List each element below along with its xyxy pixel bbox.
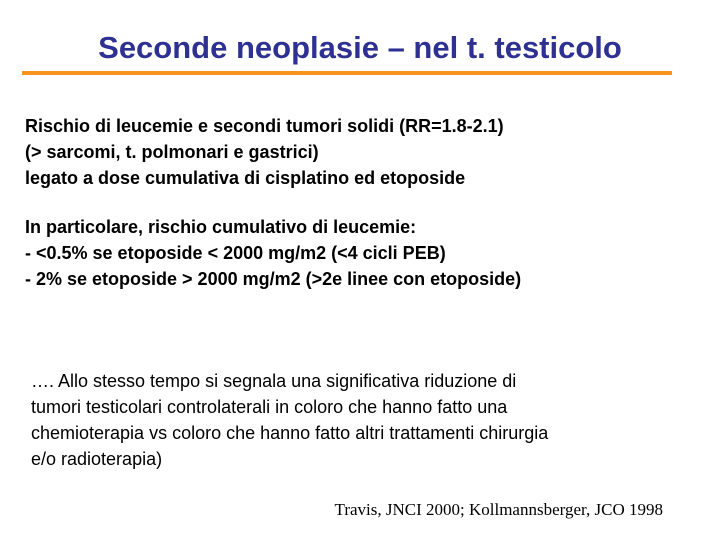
risk-line-3: legato a dose cumulativa di cisplatino ed etoposide — [25, 168, 466, 188]
note-line-2: tumori testicolari controlaterali in coloro che hanno fatto una — [31, 397, 508, 417]
title-underline — [22, 71, 672, 75]
leukemia-risk-block — [25, 214, 521, 292]
risk-line-2: (> sarcomi, t. polmonari e gastrici) — [25, 142, 319, 162]
leukemia-line-1: In particolare, rischio cumulativo di leucemie: — [25, 217, 417, 237]
slide-title: Seconde neoplasie – nel t. testicolo — [98, 30, 622, 65]
leukemia-line-3: - 2% se etoposide > 2000 mg/m2 (>2e linee con etoposide) — [25, 269, 522, 289]
leukemia-line-2: - <0.5% se etoposide < 2000 mg/m2 (<4 cicli PEB) — [25, 243, 446, 263]
note-line-3: chemioterapia vs coloro che hanno fatto altri trattamenti chirurgia — [31, 423, 549, 443]
risk-line-1: Rischio di leucemie e secondi tumori solidi (RR=1.8-2.1) — [25, 116, 504, 136]
reference-citation: Travis, JNCI 2000; Kollmannsberger, JCO 1998 — [334, 500, 663, 519]
note-line-4: e/o radioterapia) — [31, 449, 163, 469]
risk-summary-block — [25, 113, 504, 191]
note-line-1: …. Allo stesso tempo si segnala una significativa riduzione di — [31, 371, 517, 391]
contralateral-note — [31, 368, 691, 472]
